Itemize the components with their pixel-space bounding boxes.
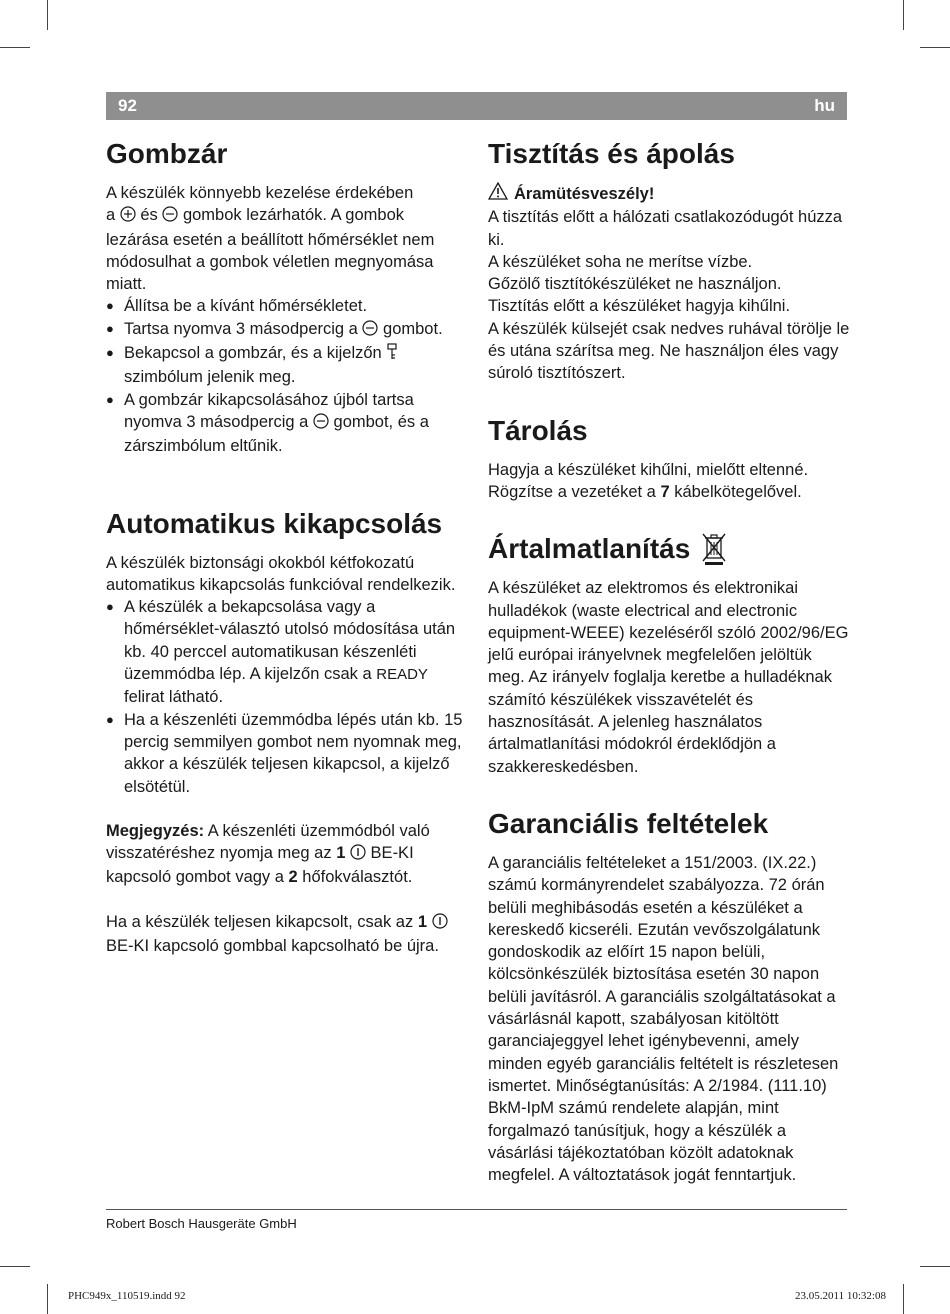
step-text: gombot, és a zárszimbólum eltűnik. <box>124 412 429 456</box>
print-slug-file: PHC949x_110519.indd 92 <box>68 1290 186 1302</box>
item-number: 1 <box>336 844 346 863</box>
crop-mark <box>903 0 904 30</box>
gombzar-intro <box>106 182 468 295</box>
item-number: 2 <box>288 868 298 887</box>
storage-text-part: Hagyja a készüléket kihűlni, mielőtt eltenné. Rögzítse a vezetéket a <box>488 460 809 501</box>
crop-mark <box>920 1266 950 1267</box>
left-column <box>106 136 468 981</box>
list-item <box>106 596 468 708</box>
section-gombzar <box>106 136 468 458</box>
crop-mark <box>903 1284 904 1314</box>
intro-text: a <box>106 206 120 225</box>
auto-off-note <box>106 820 468 889</box>
language-code: hu <box>814 96 835 115</box>
footer-divider <box>106 1209 847 1210</box>
disposal-title-text: Ártalmatlanítás <box>488 533 691 565</box>
section-storage <box>488 413 850 504</box>
step-text: Állítsa be a kívánt hőmérsékletet. <box>124 297 368 316</box>
warranty-text: A garanciális feltételeket a 151/2003. (IX.22.) számú kormányrendelet szabályozza. 72 órán belüli meghibásodás esetén a készüléket a kereskedő kicseréli. Ezután vevőszolgálatunk gondoskodik az előírt 15 napon belüli, kölcsönkészülék biztosítása esetén 30 napon belüli javításról. A garanciális szolgáltatásokat a vásárlásnál kapott, szabályosan kitöltött garanciajeggyel lehet igénybevenni, amely minden egyéb garanciális feltételt is részletesen ismertet. Minőségtanúsítás: A 2/1984. (111.10) BkM-IpM számú rendelete alapján, mint forgalmazó tanúsítjuk, hogy a készülék a vásárlási tájékoztatóban közölt adatoknak megfelel. A változtatások jogát fenntartjuk. <box>488 853 839 1185</box>
note-label: Megjegyzés: <box>106 821 205 840</box>
item-number: 1 <box>417 912 427 931</box>
footer-company: Robert Bosch Hausgeräte GmbH <box>106 1216 297 1231</box>
heading-gombzar: Gombzár <box>106 138 228 169</box>
minus-button-icon <box>162 206 178 228</box>
heading-cleaning: Tisztítás és ápolás <box>488 138 735 169</box>
list-item <box>106 389 468 458</box>
final-text: BE-KI kapcsoló gombbal kapcsolható be újra. <box>106 937 439 956</box>
step-text: Tartsa nyomva 3 másodpercig a <box>124 319 363 338</box>
crop-mark <box>920 47 950 48</box>
auto-off-final <box>106 911 468 958</box>
print-slug-date: 23.05.2011 10:32:08 <box>795 1290 886 1302</box>
note-text: A készenléti üzemmódból való visszatéréshez nyomja meg az <box>106 821 430 863</box>
cleaning-line: A tisztítás előtt a hálózati csatlakozódugót húzza ki. <box>488 208 843 249</box>
section-cleaning <box>488 136 850 385</box>
auto-off-intro: A készülék biztonsági okokból kétfokozatú automatikus kikapcsolás funkcióval rendelkezik. <box>106 553 456 594</box>
step-text: szimbólum jelenik meg. <box>124 368 296 387</box>
warning-line <box>488 182 850 206</box>
cleaning-line: A készüléket soha ne merítse vízbe. <box>488 252 753 271</box>
minus-button-icon <box>313 413 329 435</box>
list-item <box>106 342 468 389</box>
step-text: Bekapcsol a gombzár, és a kijelzőn <box>124 344 387 363</box>
item-text: felirat látható. <box>124 688 224 707</box>
right-column <box>488 136 850 1210</box>
page-number: 92 <box>118 96 137 115</box>
section-disposal <box>488 531 850 778</box>
warning-triangle-icon <box>488 182 514 206</box>
section-warranty <box>488 806 850 1186</box>
page-header-bar <box>106 92 847 120</box>
intro-text: gombok lezárhatók. A gombok lezárása esetén a beállított hőmérséklet nem módosulhat a gombok véletlen megnyomása miatt. <box>106 206 435 294</box>
note-text: hőfokválasztót. <box>297 868 413 887</box>
crossed-bin-icon <box>700 532 728 566</box>
heading-storage: Tárolás <box>488 414 588 446</box>
heading-disposal <box>488 531 850 567</box>
list-item <box>106 318 468 342</box>
plus-button-icon <box>120 206 136 228</box>
item-text: A készülék a bekapcsolása vagy a hőmérséklet-választó utolsó módosítása után kb. 40 perccel automatikusan készenléti üzemmódba lép. A kijelzőn csak a <box>124 598 456 684</box>
crop-mark <box>0 47 30 48</box>
step-text: A gombzár kikapcsolásához újból tartsa nyomva 3 másodpercig a <box>124 390 414 431</box>
step-text: gombot. <box>378 319 443 338</box>
crop-mark <box>0 1266 30 1267</box>
auto-off-list <box>106 596 468 798</box>
gombzar-steps <box>106 295 468 457</box>
heading-auto-off: Automatikus kikapcsolás <box>106 507 443 539</box>
crop-mark <box>47 1284 48 1314</box>
intro-text: és <box>135 206 163 225</box>
item-number: 7 <box>660 482 670 501</box>
item-text: Ha a készenléti üzemmódba lépés után kb. 15 percig semmilyen gombot nem nyomnak meg, akkor a készülék teljesen kikapcsol, a kijelző elsötétül. <box>124 710 463 796</box>
note-text: BE-KI kapcsoló gombot vagy a <box>106 844 414 887</box>
minus-button-icon <box>362 320 378 342</box>
cleaning-line: Tisztítás előtt a készüléket hagyja kihűlni. <box>488 297 791 316</box>
warning-text: Áramütésveszély! <box>514 185 655 203</box>
disposal-text: A készüléket az elektromos és elektronikai hulladékok (waste electrical and electronic equipment-WEEE) kezeléséről szóló 2002/96/EG jelű európai irányelvnek megfelelően jelöltük meg. Az irányelv foglalja keretbe a hulladéknak számító készülékek visszavételét és hasznosítását. A jelenleg használatos ártalmatlanítási módokról érdeklődjön a szakkereskedésben. <box>488 579 849 776</box>
heading-warranty: Garanciális feltételek <box>488 807 769 839</box>
cleaning-line: Gőzölő tisztítókészüléket ne használjon. <box>488 275 782 294</box>
storage-text <box>488 459 850 504</box>
power-button-icon <box>350 844 366 866</box>
crop-mark <box>47 0 48 30</box>
list-item <box>106 295 468 317</box>
section-auto-off <box>106 506 468 958</box>
storage-text-part: kábelkötegelővel. <box>669 482 802 501</box>
key-lock-icon <box>386 343 398 366</box>
intro-text: A készülék könnyebb kezelése érdekében <box>106 184 414 202</box>
final-text: Ha a készülék teljesen kikapcsolt, csak az <box>106 912 418 931</box>
ready-label: READY <box>376 666 428 684</box>
cleaning-line: A készülék külsejét csak nedves ruhával törölje le és utána szárítsa meg. Ne használjon éles vagy súroló tisztítószert. <box>488 319 850 383</box>
list-item <box>106 709 468 798</box>
power-button-icon <box>432 913 448 935</box>
